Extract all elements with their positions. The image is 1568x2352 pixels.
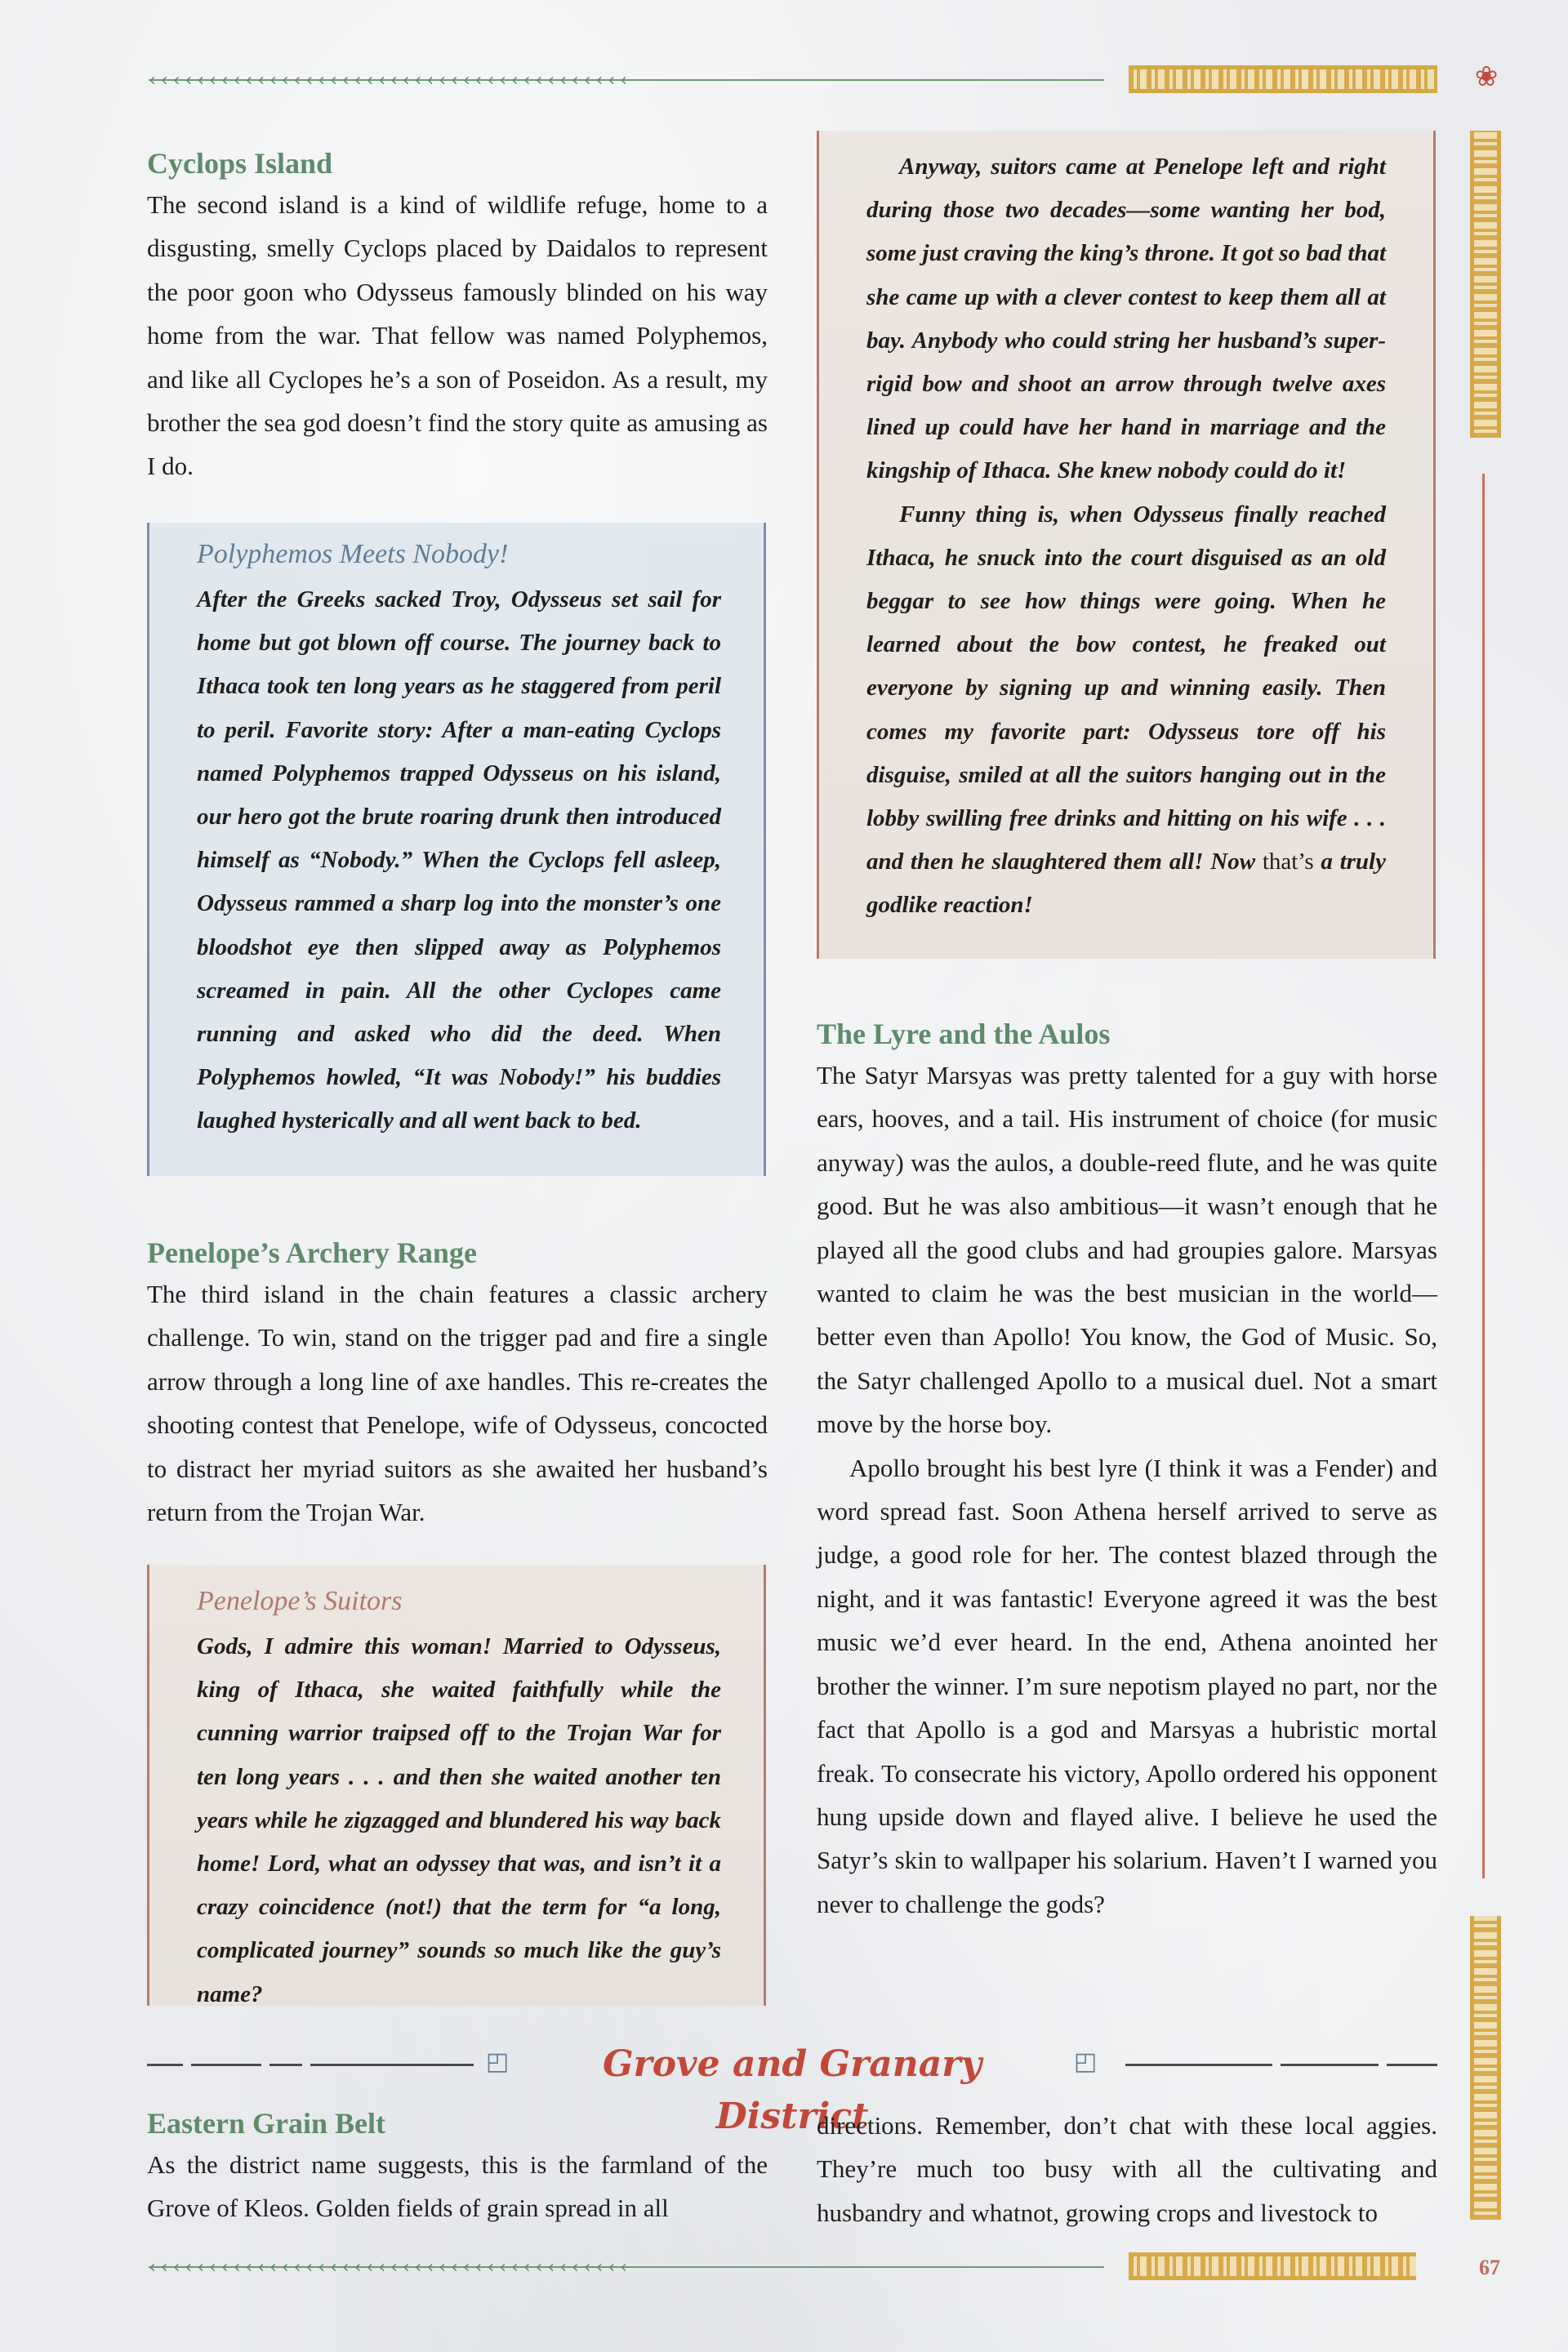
laurel-leaves: ‹‹‹‹‹‹‹‹‹‹‹‹‹‹‹‹‹‹‹‹‹‹‹‹‹‹‹‹‹‹‹‹‹‹‹‹‹‹‹‹ bbox=[149, 69, 632, 91]
section-lyre-aulos bbox=[817, 1014, 1437, 1926]
section-rule bbox=[191, 2064, 261, 2066]
sidebar-text-run: a truly godlike reaction! bbox=[866, 849, 1386, 919]
sidebar-suitors-continued bbox=[817, 131, 1436, 959]
greek-key-band-top bbox=[1129, 65, 1437, 93]
sidebar-title: Penelope’s Suitors bbox=[197, 1586, 403, 1616]
sidebar-title: Polyphemos Meets Nobody! bbox=[197, 539, 509, 569]
section-title: Grove and Granary District bbox=[602, 2043, 982, 2137]
heading-archery-range: Penelope’s Archery Range bbox=[147, 1236, 477, 1269]
section-rule bbox=[270, 2064, 302, 2066]
laurel-rule-bottom bbox=[149, 2256, 1104, 2278]
greek-key-icon: ◰ bbox=[485, 2047, 510, 2076]
page-number: 67 bbox=[1479, 2256, 1500, 2279]
heading-lyre-aulos: The Lyre and the Aulos bbox=[817, 1018, 1111, 1050]
laurel-leaves: ‹‹‹‹‹‹‹‹‹‹‹‹‹‹‹‹‹‹‹‹‹‹‹‹‹‹‹‹‹‹‹‹‹‹‹‹‹‹‹‹ bbox=[149, 2256, 632, 2278]
paragraph-lyre-aulos-1: The Satyr Marsyas was pretty talented for a guy with horse ears, hooves, and a tail. His instrument of choice (for music anyway) was the aulos, a double-reed flute, and he was quite good. But he was also ambitious—it wasn’t enough that he played all the good clubs and had groupies galore. Marsyas wanted to claim he was the best musician in the world—better even than Apollo! You know, the God of Music. So, the Satyr challenged Apollo to a musical duel. Not a smart move by the horse boy. bbox=[817, 1061, 1437, 1439]
section-rule bbox=[1125, 2064, 1272, 2066]
emphasis-word: that’s bbox=[1262, 849, 1314, 875]
section-rule bbox=[1387, 2064, 1437, 2066]
greek-key-band-bottom bbox=[1129, 2252, 1416, 2280]
greek-key-icon: ◰ bbox=[1073, 2047, 1098, 2076]
flower-ornament-icon: ❀ bbox=[1474, 60, 1499, 93]
sidebar-text: Anyway, suitors came at Penelope left and right during those two decades—some wanting her bod, some just craving the king’s throne. It got so bad that she came up with a clever contest to keep them all at bay. Anybody who could string her husband’s super-rigid bow and shoot an arrow through twelve axes lined up could have her hand in marriage and the kingship of Ithaca. She knew nobody could do it! bbox=[866, 154, 1386, 484]
sidebar-suitors bbox=[147, 1565, 766, 2006]
section-eastern-grain-belt bbox=[147, 2104, 768, 2230]
heading-cyclops-island: Cyclops Island bbox=[147, 147, 333, 180]
section-rule bbox=[147, 2064, 183, 2066]
margin-rule bbox=[1482, 474, 1485, 1878]
paragraph-grain-belt-left: As the district name suggests, this is the farmland of the Grove of Kleos. Golden fields of grain spread in all bbox=[147, 2150, 768, 2223]
paragraph-archery-range: The third island in the chain features a classic archery challenge. To win, stand on the trigger pad and fire a single arrow through a long line of axe handles. This re-creates the shooting contest that Penelope, wife of Odysseus, concocted to distract her myriad suitors as she awaited her husband’s return from the Trojan War. bbox=[147, 1280, 768, 1527]
section-rule bbox=[1281, 2064, 1379, 2066]
paragraph-lyre-aulos-2: Apollo brought his best lyre (I think it was a Fender) and word spread fast. Soon Athena herself arrived to serve as judge, a good role for her. The contest blazed through the night, and it was fantastic! Everyone agreed it was the best music we’d ever heard. In the end, Athena anointed her brother the winner. I’m sure nepotism played no part, nor the fact that Apollo is a god and Marsyas a hubristic mortal freak. To consecrate his victory, Apollo ordered his opponent hung upside down and flayed alive. I believe he used the Satyr’s skin to wallpaper his solarium. Haven’t I warned you never to challenge the gods? bbox=[817, 1453, 1437, 1918]
laurel-rule-top bbox=[149, 69, 1104, 91]
greek-key-band-vertical-top bbox=[1470, 131, 1501, 438]
paragraph-cyclops-island: The second island is a kind of wildlife refuge, home to a disgusting, smelly Cyclops placed by Daidalos to represent the poor goon who Odysseus famously blinded on his way home from the war. That fellow was named Polyphemos, and like all Cyclopes he’s a son of Poseidon. As a result, my brother the sea god doesn’t find the story quite as amusing as I do. bbox=[147, 190, 768, 481]
sidebar-text: Gods, I admire this woman! Married to Odysseus, king of Ithaca, she waited faithfully while the cunning warrior traipsed off to the Trojan War for ten long years . . . and then she waited another ten years while he zigzagged and blundered his way back home! Lord, what an odyssey that was, and isn’t it a crazy coincidence (not!) that the term for “a long, complicated journey” sounds so much like the guy’s name? bbox=[197, 1633, 721, 2007]
paragraph-grain-belt-right: directions. Remember, don’t chat with these local aggies. They’re much too busy with all the cultivating and husbandry and whatnot, growing crops and livestock to bbox=[817, 2111, 1437, 2227]
section-eastern-grain-belt-cont bbox=[817, 2104, 1437, 2234]
sidebar-text-run: Funny thing is, when Odysseus finally reached Ithaca, he snuck into the court disguised as an old beggar to see how things were going. When he learned about the bow contest, he freaked out everyone by signing up and winning easily. Then comes my favorite part: Odysseus tore off his disguise, smiled at all the suitors hanging out in the lobby swilling free drinks and hitting on his wife . . . and then he slaughtered them all! Now bbox=[866, 501, 1386, 875]
greek-key-band-vertical-bottom bbox=[1470, 1916, 1501, 2220]
sidebar-text bbox=[866, 493, 1386, 928]
heading-eastern-grain-belt: Eastern Grain Belt bbox=[147, 2107, 385, 2140]
sidebar-text: After the Greeks sacked Troy, Odysseus set sail for home but got blown off course. The journey back to Ithaca took ten long years as he staggered from peril to peril. Favorite story: After a man-eating Cyclops named Polyphemos trapped Odysseus on his island, our hero got the brute roaring drunk then introduced himself as “Nobody.” When the Cyclops fell asleep, Odysseus rammed a sharp log into the monster’s one bloodshot eye then slipped away as Polyphemos screamed in pain. All the other Cyclopes came running and asked who did the deed. When Polyphemos howled, “It was Nobody!” his buddies laughed hysterically and all went back to bed. bbox=[197, 586, 721, 1134]
section-rule bbox=[310, 2064, 474, 2066]
sidebar-polyphemos bbox=[147, 523, 766, 1176]
section-archery-range bbox=[147, 1233, 768, 1534]
section-cyclops-island bbox=[147, 144, 768, 488]
